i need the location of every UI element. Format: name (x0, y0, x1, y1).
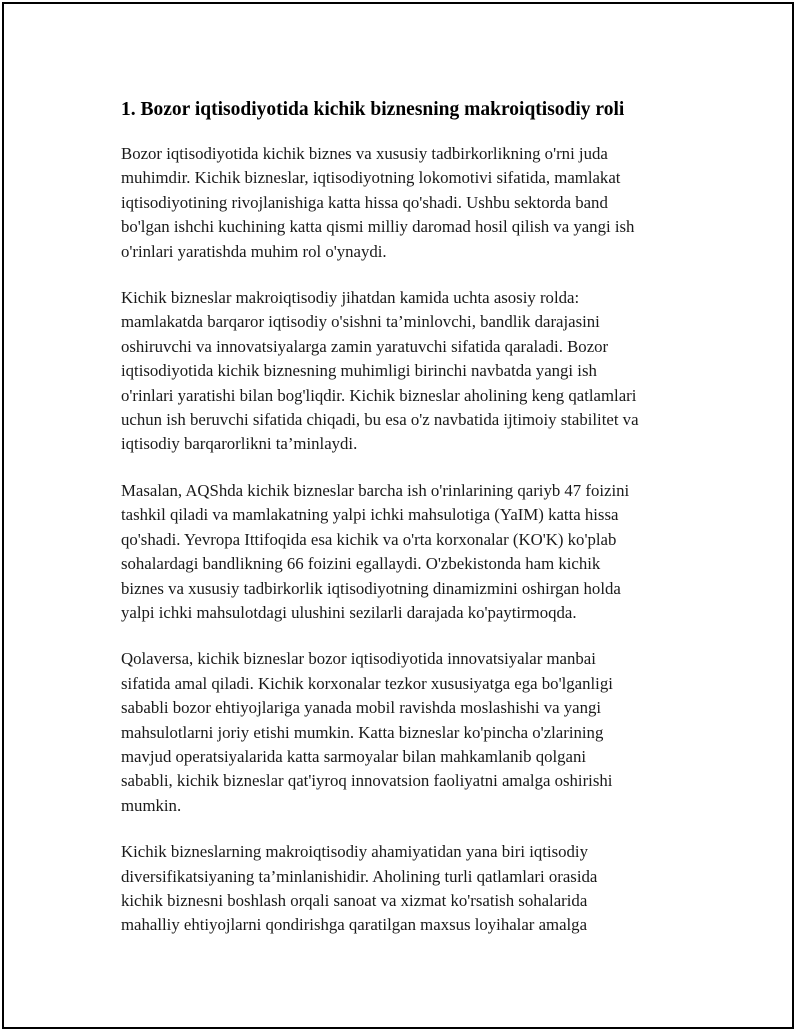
text-line: Bozor iqtisodiyotida kichik biznes va xususiy tadbirkorlikning o'rni juda (121, 144, 608, 163)
paragraph-5 (121, 840, 701, 938)
text-line: sababli, kichik bizneslar qat'iyroq innovatsion faoliyatni amalga oshirishi (121, 771, 613, 791)
text-line: Kichik bizneslarning makroiqtisodiy ahamiyatidan yana biri iqtisodiy (121, 842, 588, 862)
text-line: bo'lgan ishchi kuchining katta qismi milliy daromad hosil qilish va yangi ish (121, 217, 635, 237)
text-line: o'rinlari yaratishi bilan bog'liqdir. Kichik bizneslar aholining keng qatlamlari (121, 385, 637, 405)
text-line: diversifikatsiyaning ta’minlanishidir. Aholining turli qatlamlari orasida (121, 866, 598, 886)
page-frame (2, 2, 794, 1029)
text-line: iqtisodiyotida kichik biznesning muhimligi birinchi navbatda yangi ish (121, 361, 597, 381)
text-line: biznes va xususiy tadbirkorlik iqtisodiyotning dinamizmini oshirgan holda (121, 578, 621, 598)
paragraph-1 (121, 142, 701, 264)
text-line: mumkin. (121, 795, 182, 815)
text-line: Masalan, AQShda kichik bizneslar barcha ish o'rinlarining qariyb 47 foizini (121, 480, 630, 500)
paragraph-4 (121, 647, 701, 818)
section-heading: 1. Bozor iqtisodiyotida kichik biznesning makroiqtisodiy roli (121, 99, 625, 120)
text-line: Kichik bizneslar makroiqtisodiy jihatdan kamida uchta asosiy rolda: (121, 288, 580, 308)
text-line: yalpi ichki mahsulotdagi ulushini sezilarli darajada ko'paytirmoqda. (121, 602, 577, 622)
paragraph-3 (121, 479, 701, 625)
text-line: sifatida amal qiladi. Kichik korxonalar tezkor xususiyatga ega bo'lganligi (121, 673, 613, 693)
text-line: Qolaversa, kichik bizneslar bozor iqtisodiyotida innovatsiyalar manbai (121, 649, 596, 669)
document-body (121, 96, 701, 960)
text-line: uchun ish beruvchi sifatida chiqadi, bu esa o'z navbatida ijtimoiy stabilitet va (121, 410, 639, 430)
text-line: mahsulotlarni joriy etishi mumkin. Katta bizneslar ko'pincha o'zlarining (121, 722, 604, 742)
text-line: qo'shadi. Yevropa Ittifoqida esa kichik va o'rta korxonalar (KO'K) ko'plab (121, 529, 617, 549)
text-line: sohalardagi bandlikning 66 foizini egallaydi. O'zbekistonda ham kichik (121, 554, 601, 574)
text-line: iqtisodiyotining rivojlanishiga katta hissa qo'shadi. Ushbu sektorda band (121, 192, 608, 212)
text-line: kichik biznesni boshlash orqali sanoat va xizmat ko'rsatish sohalarida (121, 890, 588, 910)
text-line: mahalliy ehtiyojlarni qondirishga qaratilgan maxsus loyihalar amalga (121, 915, 588, 935)
text-line: mamlakatda barqaror iqtisodiy o'sishni ta’minlovchi, bandlik darajasini (121, 312, 600, 332)
text-line: muhimdir. Kichik bizneslar, iqtisodiyotning lokomotivi sifatida, mamlakat (121, 168, 621, 188)
text-line: mavjud operatsiyalarida katta sarmoyalar bilan mahkamlanib qolgani (121, 746, 587, 766)
text-line: o'rinlari yaratishda muhim rol o'ynaydi. (121, 241, 387, 261)
paragraph-2 (121, 286, 701, 457)
text-line: sababli bozor ehtiyojlariga yanada mobil ravishda moslashishi va yangi (121, 698, 602, 718)
text-line: iqtisodiy barqarorlikni ta’minlaydi. (121, 434, 358, 454)
text-line: oshiruvchi va innovatsiyalarga zamin yaratuvchi sifatida qaraladi. Bozor (121, 336, 609, 356)
text-line: tashkil qiladi va mamlakatning yalpi ichki mahsulotiga (YaIM) katta hissa (121, 505, 619, 525)
